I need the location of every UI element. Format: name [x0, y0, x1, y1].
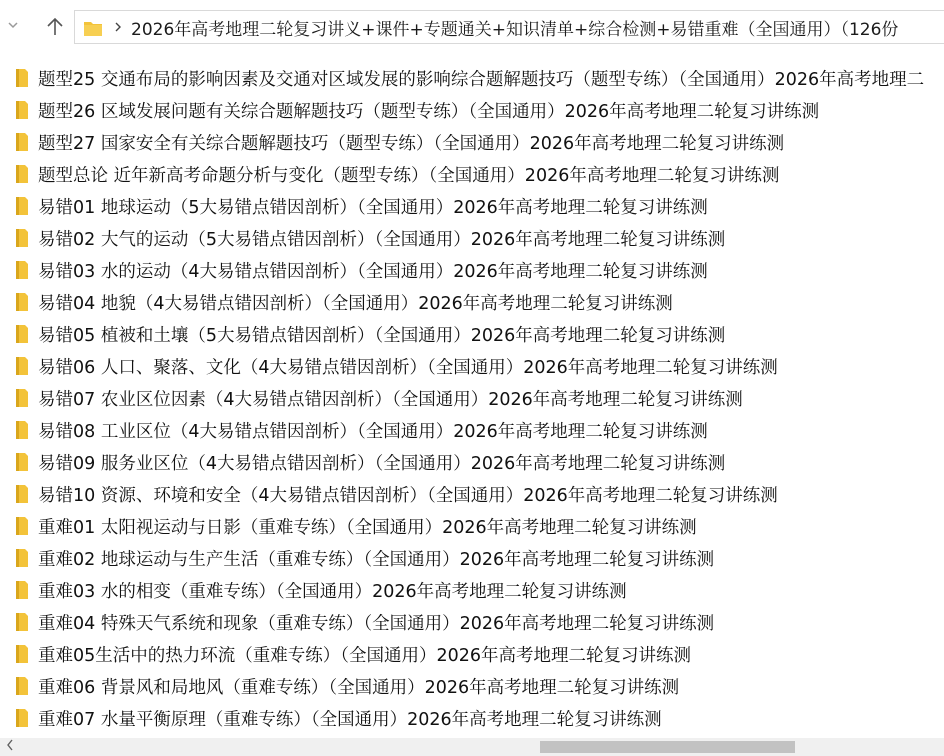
- file-icon: [14, 324, 30, 344]
- file-name: 易错10 资源、环境和安全（4大易错点错因剖析）（全国通用）2026年高考地理二轮复习讲练测: [38, 485, 778, 506]
- file-name: 重难04 特殊天气系统和现象（重难专练）（全国通用）2026年高考地理二轮复习讲练测: [38, 613, 715, 634]
- file-name: 重难03 水的相变（重难专练）（全国通用）2026年高考地理二轮复习讲练测: [38, 581, 627, 602]
- file-icon: [14, 68, 30, 88]
- file-list-item[interactable]: [0, 510, 944, 542]
- file-list: [0, 62, 944, 734]
- file-icon: [14, 676, 30, 696]
- file-name: 易错02 大气的运动（5大易错点错因剖析）（全国通用）2026年高考地理二轮复习讲练测: [38, 229, 726, 250]
- folder-icon: [83, 19, 103, 35]
- file-name: 重难07 水量平衡原理（重难专练）（全国通用）2026年高考地理二轮复习讲练测: [38, 709, 662, 730]
- file-name: 重难02 地球运动与生产生活（重难专练）（全国通用）2026年高考地理二轮复习讲练测: [38, 549, 715, 570]
- file-icon: [14, 100, 30, 120]
- file-icon: [14, 548, 30, 568]
- file-icon: [14, 420, 30, 440]
- file-icon: [14, 356, 30, 376]
- file-list-item[interactable]: [0, 606, 944, 638]
- file-name: 题型25 交通布局的影响因素及交通对区域发展的影响综合题解题技巧（题型专练）（全国通用）2026年高考地理二: [38, 69, 925, 90]
- file-name: 易错04 地貌（4大易错点错因剖析）（全国通用）2026年高考地理二轮复习讲练测: [38, 293, 673, 314]
- file-name: 易错03 水的运动（4大易错点错因剖析）（全国通用）2026年高考地理二轮复习讲练测: [38, 261, 708, 282]
- file-icon: [14, 708, 30, 728]
- file-list-item[interactable]: [0, 446, 944, 478]
- file-icon: [14, 388, 30, 408]
- file-list-item[interactable]: [0, 254, 944, 286]
- file-name: 易错01 地球运动（5大易错点错因剖析）（全国通用）2026年高考地理二轮复习讲练测: [38, 197, 708, 218]
- file-list-item[interactable]: [0, 542, 944, 574]
- file-list-item[interactable]: [0, 190, 944, 222]
- file-name: 易错05 植被和土壤（5大易错点错因剖析）（全国通用）2026年高考地理二轮复习讲练测: [38, 325, 726, 346]
- file-icon: [14, 452, 30, 472]
- file-list-item[interactable]: [0, 638, 944, 670]
- file-list-item[interactable]: [0, 350, 944, 382]
- file-icon: [14, 196, 30, 216]
- file-list-item[interactable]: [0, 222, 944, 254]
- file-name: 题型26 区域发展问题有关综合题解题技巧（题型专练）（全国通用）2026年高考地理二轮复习讲练测: [38, 101, 820, 122]
- file-icon: [14, 612, 30, 632]
- file-list-item[interactable]: [0, 286, 944, 318]
- file-icon: [14, 484, 30, 504]
- file-name: 题型27 国家安全有关综合题解题技巧（题型专练）（全国通用）2026年高考地理二轮复习讲练测: [38, 133, 785, 154]
- file-list-item[interactable]: [0, 670, 944, 702]
- file-name: 易错09 服务业区位（4大易错点错因剖析）（全国通用）2026年高考地理二轮复习讲练测: [38, 453, 726, 474]
- navigation-bar: [0, 0, 944, 56]
- address-bar[interactable]: [74, 10, 944, 44]
- file-list-item[interactable]: [0, 574, 944, 606]
- file-name: 易错06 人口、聚落、文化（4大易错点错因剖析）（全国通用）2026年高考地理二轮复习讲练测: [38, 357, 778, 378]
- file-name: 题型总论 近年新高考命题分析与变化（题型专练）（全国通用）2026年高考地理二轮复习讲练测: [38, 165, 780, 186]
- file-name: 重难06 背景风和局地风（重难专练）（全国通用）2026年高考地理二轮复习讲练测: [38, 677, 680, 698]
- scroll-left-arrow-icon[interactable]: [6, 739, 14, 755]
- file-name: 重难01 太阳视运动与日影（重难专练）（全国通用）2026年高考地理二轮复习讲练测: [38, 517, 697, 538]
- file-icon: [14, 516, 30, 536]
- file-list-item[interactable]: [0, 414, 944, 446]
- file-icon: [14, 164, 30, 184]
- file-list-item[interactable]: [0, 126, 944, 158]
- address-path[interactable]: 2026年高考地理二轮复习讲义+课件+专题通关+知识清单+综合检测+易错重难（全国通用）（126份: [131, 19, 899, 40]
- file-list-item[interactable]: [0, 702, 944, 734]
- recent-locations-chevron-icon[interactable]: [0, 12, 26, 38]
- file-list-item[interactable]: [0, 382, 944, 414]
- breadcrumb-chevron-icon[interactable]: [113, 18, 123, 37]
- file-icon: [14, 260, 30, 280]
- file-list-item[interactable]: [0, 158, 944, 190]
- file-list-item[interactable]: [0, 478, 944, 510]
- horizontal-scrollbar[interactable]: [0, 738, 944, 756]
- file-name: 易错07 农业区位因素（4大易错点错因剖析）（全国通用）2026年高考地理二轮复习讲练测: [38, 389, 743, 410]
- file-name: 重难05生活中的热力环流（重难专练）（全国通用）2026年高考地理二轮复习讲练测: [38, 645, 692, 666]
- file-icon: [14, 132, 30, 152]
- file-icon: [14, 228, 30, 248]
- up-arrow-button[interactable]: [42, 14, 68, 40]
- file-name: 易错08 工业区位（4大易错点错因剖析）（全国通用）2026年高考地理二轮复习讲练测: [38, 421, 708, 442]
- up-arrow-icon: [46, 17, 64, 37]
- file-list-item[interactable]: [0, 94, 944, 126]
- scrollbar-thumb[interactable]: [540, 741, 795, 753]
- file-list-item[interactable]: [0, 318, 944, 350]
- file-icon: [14, 292, 30, 312]
- file-icon: [14, 580, 30, 600]
- file-list-item[interactable]: [0, 62, 944, 94]
- file-icon: [14, 644, 30, 664]
